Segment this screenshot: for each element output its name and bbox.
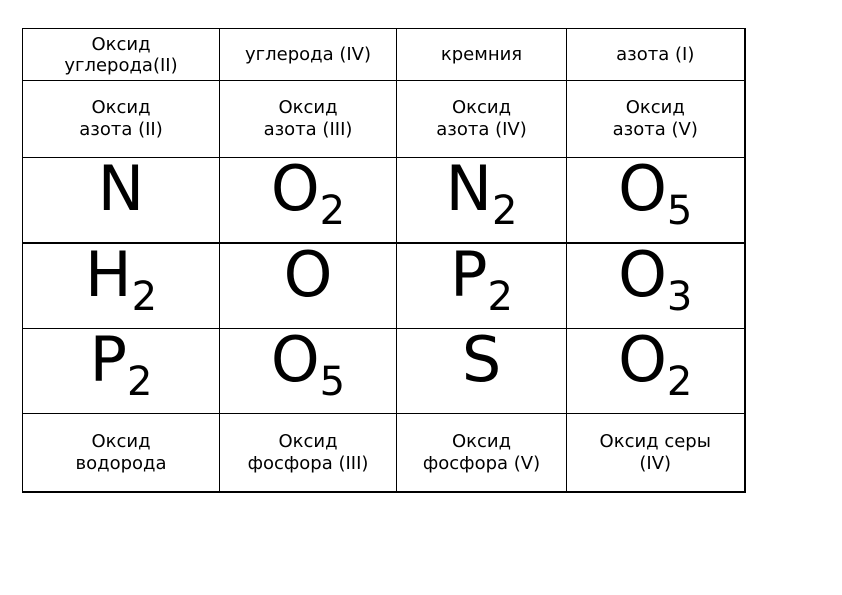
subscript: 2 <box>319 188 346 234</box>
subscript: 2 <box>126 359 153 405</box>
element-symbol: P <box>89 323 127 396</box>
element-symbol: O <box>270 323 320 396</box>
element-symbol: N <box>97 152 145 225</box>
formula-cell[interactable] <box>220 152 397 244</box>
element-symbol: O <box>283 238 333 311</box>
formula-fragment <box>450 238 513 320</box>
card-cell[interactable] <box>567 81 745 158</box>
card-cell[interactable] <box>397 29 567 81</box>
cell-text: Оксид азота (V) <box>612 97 698 140</box>
cell-text: Оксид азота (III) <box>263 97 353 140</box>
formula-fragment <box>445 152 518 234</box>
formula-cell[interactable] <box>567 238 745 329</box>
cell-text: азота (I) <box>616 44 695 65</box>
element-symbol: H <box>84 238 132 311</box>
formula-fragment <box>84 238 158 320</box>
formula-cell[interactable] <box>397 323 567 414</box>
card-cell[interactable] <box>567 29 745 81</box>
table-row <box>23 81 745 158</box>
table-row <box>23 243 745 329</box>
cell-text: Оксид фосфора (III) <box>247 430 369 474</box>
cell-text: Оксид фосфора (V) <box>422 430 541 474</box>
element-symbol: O <box>618 323 667 396</box>
card-cell[interactable] <box>397 414 567 493</box>
table-row <box>23 29 745 81</box>
card-cell[interactable] <box>567 414 745 493</box>
formula-cell[interactable] <box>397 152 567 244</box>
card-cell[interactable] <box>397 81 567 158</box>
card-cell[interactable] <box>23 29 220 81</box>
card-cell[interactable] <box>220 29 397 81</box>
formula-cell[interactable] <box>220 238 397 329</box>
subscript: 2 <box>487 274 513 320</box>
subscript: 2 <box>491 188 518 234</box>
formula-cell[interactable] <box>220 323 397 414</box>
formula-fragment <box>462 323 501 396</box>
element-symbol: S <box>461 323 502 396</box>
subscript: 2 <box>131 274 158 320</box>
cell-text: Оксид азота (IV) <box>436 97 527 140</box>
chemistry-card-table <box>22 28 746 493</box>
element-symbol: O <box>618 152 667 225</box>
subscript: 5 <box>319 359 346 405</box>
element-symbol: N <box>445 152 492 225</box>
formula-cell[interactable] <box>567 323 745 414</box>
cell-text: кремния <box>440 44 523 65</box>
formula-fragment <box>270 152 346 234</box>
formula-fragment <box>270 323 346 405</box>
formula-cell[interactable] <box>23 238 220 329</box>
formula-cell[interactable] <box>567 152 745 244</box>
table-row <box>23 329 745 414</box>
formula-fragment <box>98 152 144 225</box>
cell-text: Оксид серы (IV) <box>599 430 711 474</box>
subscript: 5 <box>666 188 693 234</box>
element-symbol: O <box>270 152 320 225</box>
subscript: 3 <box>666 274 693 320</box>
formula-cell[interactable] <box>23 323 220 414</box>
formula-cell[interactable] <box>23 152 220 244</box>
formula-cell[interactable] <box>397 238 567 329</box>
subscript: 2 <box>666 359 693 405</box>
card-cell[interactable] <box>220 81 397 158</box>
cell-text: Оксид водорода <box>75 430 167 474</box>
cell-text: Оксид углерода(II) <box>64 33 178 76</box>
formula-fragment <box>89 323 153 405</box>
table-row <box>23 414 745 493</box>
formula-fragment <box>618 238 693 320</box>
element-symbol: O <box>618 238 667 311</box>
cell-text: углерода (IV) <box>245 44 371 65</box>
table-row <box>23 158 745 244</box>
element-symbol: P <box>450 238 488 311</box>
formula-fragment <box>618 323 693 405</box>
cell-text: Оксид азота (II) <box>79 97 163 140</box>
card-cell[interactable] <box>23 81 220 158</box>
formula-fragment <box>618 152 693 234</box>
card-cell[interactable] <box>23 414 220 493</box>
card-cell[interactable] <box>220 414 397 493</box>
formula-fragment <box>284 238 333 311</box>
